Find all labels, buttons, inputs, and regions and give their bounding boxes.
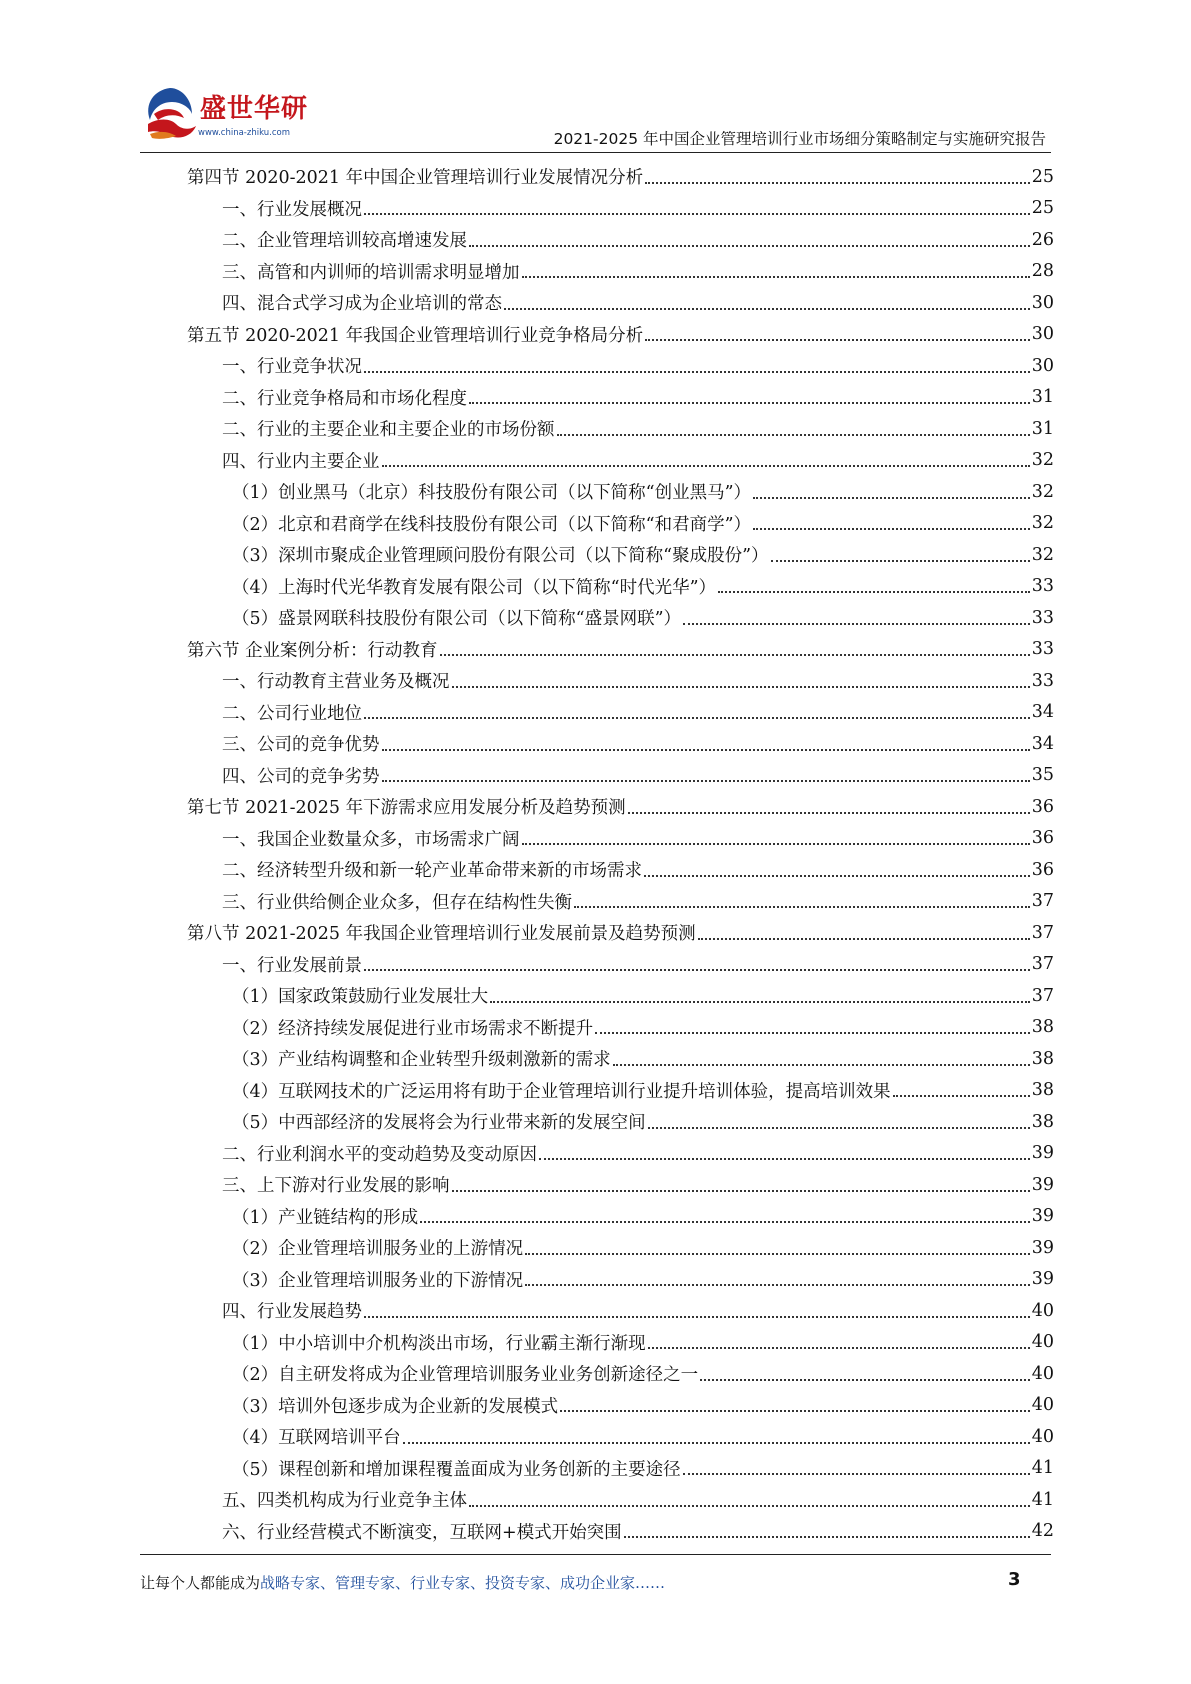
- toc-entry[interactable]: [187, 224, 1054, 256]
- toc-entry-page: 38: [1031, 1048, 1054, 1069]
- footer-divider: [140, 1554, 1051, 1555]
- toc-entry-page: 38: [1031, 1111, 1054, 1132]
- toc-entry-title: 一、行动教育主营业务及概况: [222, 672, 450, 693]
- toc-entry-page: 42: [1031, 1521, 1054, 1542]
- toc-entry-title: 第七节 2021-2025 年下游需求应用发展分析及趋势预测: [187, 798, 626, 819]
- toc-entry[interactable]: [187, 1421, 1054, 1453]
- toc-entry-page: 33: [1031, 670, 1054, 691]
- toc-entry-title: 第八节 2021-2025 年我国企业管理培训行业发展前景及趋势预测: [187, 924, 696, 945]
- toc-dot-leader: [753, 520, 1030, 530]
- toc-entry-title: （3）企业管理培训服务业的下游情况: [232, 1270, 524, 1291]
- toc-entry-page: 39: [1031, 1143, 1054, 1164]
- toc-dot-leader: [382, 772, 1030, 782]
- toc-entry-page: 40: [1031, 1363, 1054, 1384]
- toc-entry-page: 25: [1031, 166, 1054, 187]
- toc-dot-leader: [504, 300, 1030, 310]
- toc-entry-page: 28: [1031, 261, 1054, 282]
- toc-entry-title: 三、高管和内训师的培训需求明显增加: [222, 262, 520, 283]
- table-of-contents: [187, 161, 1054, 1547]
- toc-entry-title: 二、公司行业地位: [222, 703, 362, 724]
- toc-dot-leader: [645, 174, 1030, 184]
- toc-entry[interactable]: [187, 571, 1054, 603]
- toc-entry-page: 39: [1031, 1269, 1054, 1290]
- toc-entry[interactable]: [187, 1264, 1054, 1296]
- toc-entry-page: 37: [1031, 891, 1054, 912]
- toc-dot-leader: [525, 1245, 1030, 1255]
- toc-entry-page: 41: [1031, 1489, 1054, 1510]
- toc-entry[interactable]: [187, 508, 1054, 540]
- toc-entry[interactable]: [187, 287, 1054, 319]
- toc-entry-page: 31: [1031, 418, 1054, 439]
- toc-entry[interactable]: [187, 256, 1054, 288]
- toc-dot-leader: [648, 1339, 1030, 1349]
- toc-entry-title: （3）深圳市聚成企业管理顾问股份有限公司（以下简称“聚成股份”）: [232, 546, 769, 567]
- logo-emblem-icon: [140, 84, 200, 144]
- toc-entry[interactable]: [187, 1201, 1054, 1233]
- toc-entry-title: 四、公司的竞争劣势: [222, 766, 380, 787]
- toc-entry-title: （5）中西部经济的发展将会为行业带来新的发展空间: [232, 1113, 646, 1134]
- toc-entry[interactable]: [187, 854, 1054, 886]
- toc-entry[interactable]: [187, 949, 1054, 981]
- toc-entry[interactable]: [187, 917, 1054, 949]
- toc-dot-leader: [645, 331, 1030, 341]
- toc-entry[interactable]: [187, 1169, 1054, 1201]
- toc-dot-leader: [560, 1402, 1030, 1412]
- toc-entry[interactable]: [187, 886, 1054, 918]
- logo-name: 盛世华研: [200, 94, 309, 124]
- toc-entry[interactable]: [187, 823, 1054, 855]
- toc-dot-leader: [574, 898, 1030, 908]
- toc-dot-leader: [490, 993, 1030, 1003]
- toc-dot-leader: [364, 709, 1030, 719]
- toc-entry-page: 39: [1031, 1237, 1054, 1258]
- header-divider: [140, 152, 1051, 153]
- toc-entry[interactable]: [187, 1075, 1054, 1107]
- company-logo: [140, 84, 320, 148]
- toc-dot-leader: [628, 804, 1030, 814]
- toc-dot-leader: [683, 1465, 1030, 1475]
- toc-dot-leader: [539, 1150, 1030, 1160]
- toc-entry-page: 38: [1031, 1080, 1054, 1101]
- toc-entry-title: 第四节 2020-2021 年中国企业管理培训行业发展情况分析: [187, 168, 644, 189]
- toc-entry-title: （3）产业结构调整和企业转型升级刺激新的需求: [232, 1050, 611, 1071]
- toc-entry-page: 30: [1031, 324, 1054, 345]
- toc-dot-leader: [557, 426, 1030, 436]
- toc-entry-title: 四、行业内主要企业: [222, 451, 380, 472]
- toc-entry-title: 三、公司的竞争优势: [222, 735, 380, 756]
- toc-entry-page: 37: [1031, 985, 1054, 1006]
- toc-entry[interactable]: [187, 1106, 1054, 1138]
- toc-entry-title: （2）经济持续发展促进行业市场需求不断提升: [232, 1018, 594, 1039]
- page-number: 3: [1008, 1569, 1021, 1590]
- toc-dot-leader: [452, 678, 1030, 688]
- toc-entry-page: 32: [1031, 481, 1054, 502]
- toc-entry[interactable]: [187, 1138, 1054, 1170]
- toc-entry[interactable]: [187, 980, 1054, 1012]
- toc-entry-title: （3）培训外包逐步成为企业新的发展模式: [232, 1396, 559, 1417]
- toc-dot-leader: [700, 1371, 1030, 1381]
- toc-entry-title: 一、行业发展前景: [222, 955, 362, 976]
- toc-entry-title: （5）课程创新和增加课程覆盖面成为业务创新的主要途径: [232, 1459, 681, 1480]
- slogan-emphasis: 战略专家、管理专家、行业专家、投资专家、成功企业家……: [260, 1574, 666, 1592]
- toc-entry-page: 30: [1031, 355, 1054, 376]
- toc-entry-page: 40: [1031, 1395, 1054, 1416]
- toc-entry[interactable]: [187, 413, 1054, 445]
- toc-entry-page: 40: [1031, 1300, 1054, 1321]
- toc-dot-leader: [893, 1087, 1030, 1097]
- toc-entry[interactable]: [187, 1012, 1054, 1044]
- toc-entry-title: 五、四类机构成为行业竞争主体: [222, 1491, 467, 1512]
- slogan-prefix: 让每个人都能成为: [140, 1574, 261, 1592]
- toc-entry-title: 第六节 企业案例分析：行动教育: [187, 640, 438, 661]
- toc-entry-page: 32: [1031, 544, 1054, 565]
- toc-entry-title: （4）互联网培训平台: [232, 1428, 401, 1449]
- toc-entry-page: 37: [1031, 922, 1054, 943]
- toc-entry-title: 四、混合式学习成为企业培训的常态: [222, 294, 502, 315]
- toc-entry-page: 33: [1031, 607, 1054, 628]
- toc-entry[interactable]: [187, 1358, 1054, 1390]
- toc-entry-title: （1）国家政策鼓励行业发展壮大: [232, 987, 489, 1008]
- toc-entry-page: 31: [1031, 387, 1054, 408]
- toc-entry[interactable]: [187, 161, 1054, 193]
- toc-entry-page: 39: [1031, 1206, 1054, 1227]
- toc-dot-leader: [440, 646, 1030, 656]
- toc-entry-page: 26: [1031, 229, 1054, 250]
- toc-entry-title: 二、企业管理培训较高增速发展: [222, 231, 467, 252]
- toc-entry-title: 一、行业发展概况: [222, 199, 362, 220]
- toc-dot-leader: [364, 961, 1030, 971]
- toc-entry[interactable]: [187, 1453, 1054, 1485]
- toc-entry-page: 40: [1031, 1332, 1054, 1353]
- toc-entry-title: （2）自主研发将成为企业管理培训服务业业务创新途径之一: [232, 1365, 699, 1386]
- toc-entry[interactable]: [187, 1295, 1054, 1327]
- toc-entry-page: 37: [1031, 954, 1054, 975]
- toc-entry-title: 三、行业供给侧企业众多，但存在结构性失衡: [222, 892, 572, 913]
- toc-entry[interactable]: [187, 760, 1054, 792]
- toc-dot-leader: [469, 237, 1030, 247]
- toc-entry[interactable]: [187, 1484, 1054, 1516]
- toc-dot-leader: [469, 394, 1030, 404]
- toc-entry[interactable]: [187, 382, 1054, 414]
- toc-dot-leader: [382, 457, 1030, 467]
- toc-dot-leader: [644, 867, 1030, 877]
- toc-entry[interactable]: [187, 791, 1054, 823]
- toc-entry-page: 36: [1031, 796, 1054, 817]
- toc-entry-title: 三、上下游对行业发展的影响: [222, 1176, 450, 1197]
- toc-entry[interactable]: [187, 697, 1054, 729]
- toc-entry-page: 36: [1031, 859, 1054, 880]
- toc-entry-page: 38: [1031, 1017, 1054, 1038]
- toc-dot-leader: [525, 1276, 1030, 1286]
- toc-entry-title: （5）盛景网联科技股份有限公司（以下简称“盛景网联”）: [232, 609, 682, 630]
- toc-entry[interactable]: [187, 665, 1054, 697]
- toc-entry[interactable]: [187, 728, 1054, 760]
- footer-slogan: [140, 1572, 665, 1593]
- toc-entry[interactable]: [187, 1327, 1054, 1359]
- toc-entry-page: 32: [1031, 513, 1054, 534]
- toc-entry-page: 40: [1031, 1426, 1054, 1447]
- toc-entry-title: 四、行业发展趋势: [222, 1302, 362, 1323]
- toc-entry-page: 39: [1031, 1174, 1054, 1195]
- toc-entry[interactable]: [187, 634, 1054, 666]
- toc-entry[interactable]: [187, 539, 1054, 571]
- toc-entry-page: 33: [1031, 576, 1054, 597]
- toc-dot-leader: [420, 1213, 1030, 1223]
- toc-entry[interactable]: [187, 1232, 1054, 1264]
- toc-dot-leader: [683, 615, 1030, 625]
- toc-dot-leader: [613, 1056, 1030, 1066]
- toc-dot-leader: [718, 583, 1030, 593]
- report-title: 2021-2025 年中国企业管理培训行业市场细分策略制定与实施研究报告: [553, 130, 1046, 148]
- toc-entry[interactable]: [187, 193, 1054, 225]
- toc-entry-title: （2）北京和君商学在线科技股份有限公司（以下简称“和君商学”）: [232, 514, 752, 535]
- toc-entry[interactable]: [187, 1516, 1054, 1548]
- toc-entry[interactable]: [187, 319, 1054, 351]
- toc-entry[interactable]: [187, 445, 1054, 477]
- toc-entry-title: 二、经济转型升级和新一轮产业革命带来新的市场需求: [222, 861, 642, 882]
- toc-entry-title: （1）中小培训中介机构淡出市场，行业霸主渐行渐现: [232, 1333, 646, 1354]
- toc-dot-leader: [522, 835, 1030, 845]
- toc-dot-leader: [364, 1308, 1030, 1318]
- logo-url: www.china-zhiku.com: [198, 128, 290, 138]
- toc-entry-title: （2）企业管理培训服务业的上游情况: [232, 1239, 524, 1260]
- toc-entry-page: 36: [1031, 828, 1054, 849]
- toc-entry[interactable]: [187, 350, 1054, 382]
- toc-entry[interactable]: [187, 602, 1054, 634]
- toc-entry-title: 一、我国企业数量众多，市场需求广阔: [222, 829, 520, 850]
- toc-dot-leader: [382, 741, 1030, 751]
- toc-entry-title: 二、行业利润水平的变动趋势及变动原因: [222, 1144, 537, 1165]
- toc-dot-leader: [364, 205, 1030, 215]
- toc-dot-leader: [753, 489, 1030, 499]
- toc-entry-page: 25: [1031, 198, 1054, 219]
- toc-entry-page: 32: [1031, 450, 1054, 471]
- toc-entry[interactable]: [187, 1043, 1054, 1075]
- toc-entry-title: 第五节 2020-2021 年我国企业管理培训行业竞争格局分析: [187, 325, 644, 346]
- toc-entry-page: 41: [1031, 1458, 1054, 1479]
- toc-entry-title: （4）互联网技术的广泛运用将有助于企业管理培训行业提升培训体验，提高培训效果: [232, 1081, 891, 1102]
- toc-entry-page: 35: [1031, 765, 1054, 786]
- toc-dot-leader: [624, 1528, 1030, 1538]
- toc-entry-page: 30: [1031, 292, 1054, 313]
- toc-entry-title: 二、行业竞争格局和市场化程度: [222, 388, 467, 409]
- toc-entry-title: （1）创业黑马（北京）科技股份有限公司（以下简称“创业黑马”）: [232, 483, 752, 504]
- toc-entry-page: 34: [1031, 702, 1054, 723]
- toc-entry-title: （4）上海时代光华教育发展有限公司（以下简称“时代光华”）: [232, 577, 717, 598]
- toc-dot-leader: [469, 1497, 1030, 1507]
- toc-dot-leader: [522, 268, 1030, 278]
- toc-dot-leader: [403, 1434, 1030, 1444]
- toc-entry-title: 一、行业竞争状况: [222, 357, 362, 378]
- toc-entry-page: 34: [1031, 733, 1054, 754]
- toc-dot-leader: [364, 363, 1030, 373]
- toc-entry-title: （1）产业链结构的形成: [232, 1207, 419, 1228]
- toc-entry-page: 33: [1031, 639, 1054, 660]
- toc-dot-leader: [595, 1024, 1030, 1034]
- toc-dot-leader: [648, 1119, 1030, 1129]
- toc-entry-title: 六、行业经营模式不断演变，互联网+模式开始突围: [222, 1522, 622, 1543]
- page-header: [0, 0, 1191, 158]
- toc-entry[interactable]: [187, 1390, 1054, 1422]
- toc-entry-title: 二、行业的主要企业和主要企业的市场份额: [222, 420, 555, 441]
- toc-dot-leader: [771, 552, 1030, 562]
- toc-entry[interactable]: [187, 476, 1054, 508]
- toc-dot-leader: [452, 1182, 1030, 1192]
- toc-dot-leader: [698, 930, 1030, 940]
